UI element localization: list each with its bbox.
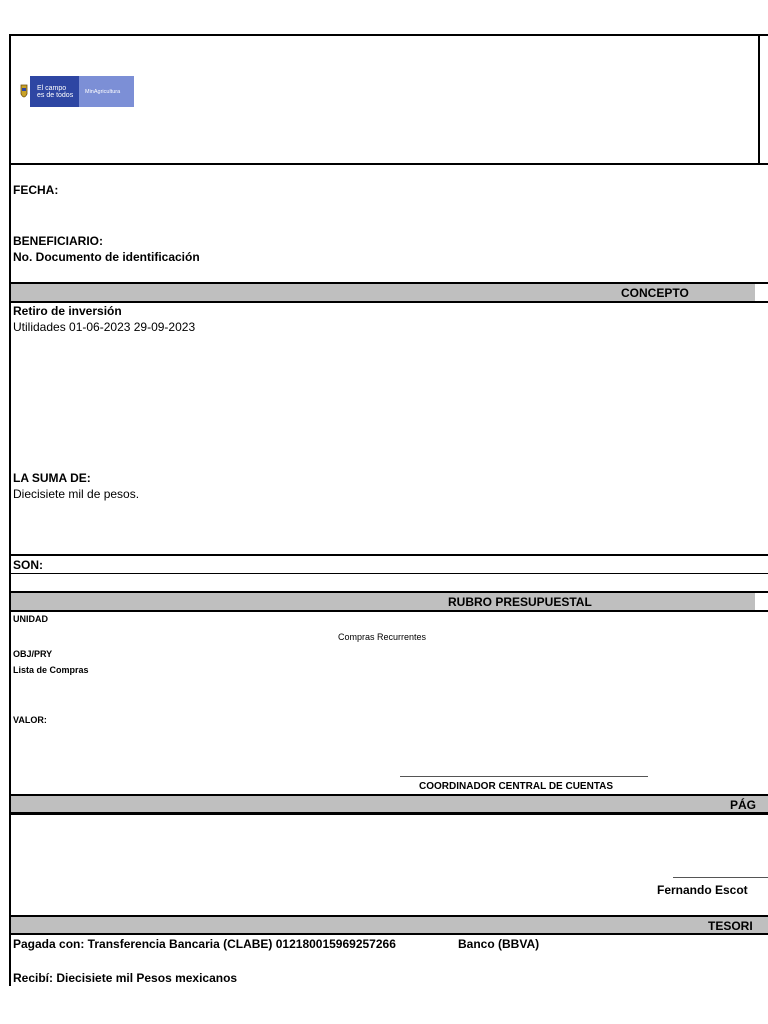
frame-left-border [9,34,11,986]
obj-value: Lista de Compras [13,665,89,675]
coordinator-title: COORDINADOR CENTRAL DE CUENTAS [419,781,614,792]
valor-label: VALOR: [13,715,47,725]
logo [18,76,134,107]
logo-line-2: es de todos [37,91,74,99]
header-right-border [758,34,760,165]
tesoreria-header: TESORI [708,919,753,933]
rubro-bottom-border [9,610,768,612]
pago-header-band [11,796,768,812]
son-top-border [9,554,768,556]
logo-line-1: El campo [37,84,67,92]
concepto-bottom-border [9,301,768,303]
tesoreria-bottom-border [9,933,768,935]
suma-value: Diecisiete mil de pesos. [13,487,140,501]
rubro-header-band [11,593,755,610]
pago-bottom-border [9,812,768,815]
son-label: SON: [13,558,43,572]
header-bottom-border [9,163,768,165]
rubro-header: RUBRO PRESUPUESTAL [448,595,592,609]
obj-label: OBJ/PRY [13,649,53,659]
frame-top-border [9,34,768,36]
fecha-label: FECHA: [13,183,59,197]
concepto-title: Retiro de inversión [13,304,122,318]
logo-ministry [79,76,134,107]
unidad-label: UNIDAD [13,614,48,624]
pago-signature-line [673,877,768,878]
unidad-value: Compras Recurrentes [338,632,427,642]
concepto-header: CONCEPTO [621,286,689,300]
logo-slogan [30,76,79,107]
pago-header: PÁG [730,798,757,812]
banco-text: Banco (BBVA) [458,937,540,951]
logo-ministry-text: MinAgricultura [85,88,121,95]
pagada-text: Pagada con: Transferencia Bancaria (CLABE) 012180015969257266 [13,937,396,951]
pago-signer: Fernando Escot [657,883,748,897]
tesoreria-header-band [11,917,768,934]
recibi-text: Recibí: Diecisiete mil Pesos mexicanos [13,971,238,985]
beneficiario-label: BENEFICIARIO: [13,234,103,248]
concepto-detail: Utilidades 01-06-2023 29-09-2023 [13,320,196,334]
crest-icon [18,76,30,107]
documento-label: No. Documento de identificación [13,250,200,264]
coordinator-signature-line [400,776,648,777]
son-bottom-border [9,573,768,574]
suma-label: LA SUMA DE: [13,471,91,485]
